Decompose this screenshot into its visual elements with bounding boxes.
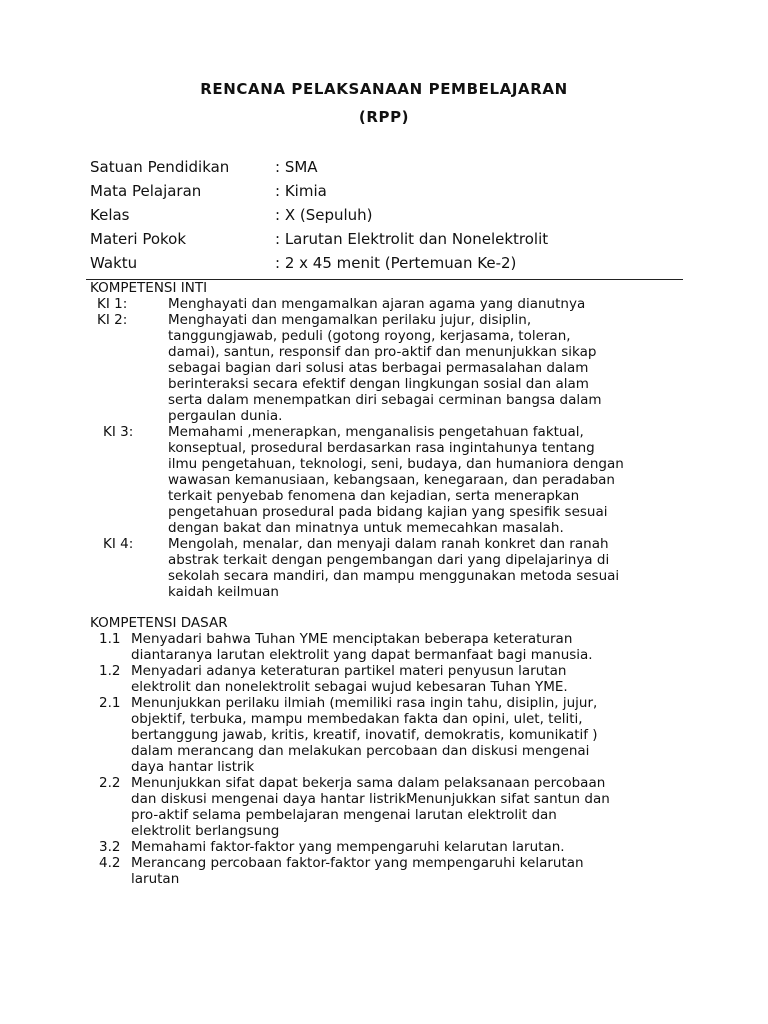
ki-line: terkait penyebab fenomena dan kejadian, serta menerapkan (168, 488, 580, 504)
ki-line: wawasan kemanusiaan, kebangsaan, kenegaraan, dan peradaban (168, 472, 615, 488)
kd-line: larutan (131, 871, 180, 887)
ki-line: konseptual, prosedural berdasarkan rasa ingintahunya tentang (168, 440, 595, 456)
kd-number: 2.2 (99, 775, 121, 791)
ki-line: Mengolah, menalar, dan menyaji dalam ranah konkret dan ranah (168, 536, 609, 552)
ki-line: pergaulan dunia. (168, 408, 283, 424)
info-value: : 2 x 45 menit (Pertemuan Ke-2) (275, 254, 517, 272)
info-value: : SMA (275, 158, 318, 176)
info-row-satuan (90, 157, 690, 181)
kompetensi-inti-section (90, 280, 690, 600)
document-subtitle: (RPP) (358, 108, 410, 126)
document-title: RENCANA PELAKSANAAN PEMBELAJARAN (200, 80, 568, 98)
ki-line: serta dalam menempatkan diri sebagai cerminan bangsa dalam (168, 392, 602, 408)
kd-text (131, 631, 691, 663)
kd-line: Menunjukkan sifat dapat bekerja sama dalam pelaksanaan percobaan (131, 775, 606, 791)
info-row-waktu (90, 253, 690, 277)
kd-item-1-2 (90, 663, 690, 695)
ki-text (168, 296, 688, 312)
ki-line: ilmu pengetahuan, teknologi, seni, budaya, dan humaniora dengan (168, 456, 624, 472)
ki-code: KI 3: (103, 424, 134, 440)
ki-line: pengetahuan prosedural pada bidang kajian yang spesifik sesuai (168, 504, 608, 520)
kd-line: Memahami faktor-faktor yang mempengaruhi kelarutan larutan. (131, 839, 565, 855)
kd-text (131, 839, 691, 855)
ki-line: kaidah keilmuan (168, 584, 279, 600)
ki-line: sebagai bagian dari solusi atas berbagai permasalahan dalam (168, 360, 589, 376)
info-row-materi (90, 229, 690, 253)
kd-line: elektrolit berlangsung (131, 823, 280, 839)
kd-item-2-2 (90, 775, 690, 839)
kd-line: Menunjukkan perilaku ilmiah (memiliki rasa ingin tahu, disiplin, jujur, (131, 695, 598, 711)
kompetensi-inti-heading: KOMPETENSI INTI (90, 280, 208, 296)
kd-number: 4.2 (99, 855, 121, 871)
kd-number: 3.2 (99, 839, 121, 855)
ki-text (168, 424, 688, 536)
kd-text (131, 695, 691, 775)
ki-item-1 (90, 296, 690, 312)
kd-item-4-2 (90, 855, 690, 887)
info-value: : Kimia (275, 182, 327, 200)
kd-line: elektrolit dan nonelektrolit sebagai wujud kebesaran Tuhan YME. (131, 679, 568, 695)
kompetensi-dasar-heading: KOMPETENSI DASAR (90, 615, 228, 631)
kd-number: 1.1 (99, 631, 121, 647)
info-label: Materi Pokok (90, 230, 187, 248)
kd-line: Merancang percobaan faktor-faktor yang mempengaruhi kelarutan (131, 855, 584, 871)
ki-item-3 (90, 424, 690, 536)
ki-line: tanggungjawab, peduli (gotong royong, kerjasama, toleran, (168, 328, 571, 344)
info-row-kelas (90, 205, 690, 229)
kd-item-3-2 (90, 839, 690, 855)
kd-text (131, 663, 691, 695)
kompetensi-dasar-section (90, 615, 690, 887)
ki-line: abstrak terkait dengan pengembangan dari yang dipelajarinya di (168, 552, 610, 568)
ki-text (168, 536, 688, 600)
ki-item-4 (90, 536, 690, 600)
kd-item-2-1 (90, 695, 690, 775)
ki-code: KI 1: (97, 296, 128, 312)
ki-line: sekolah secara mandiri, dan mampu menggunakan metoda sesuai (168, 568, 620, 584)
ki-text (168, 312, 688, 424)
ki-line: Memahami ,menerapkan, menganalisis pengetahuan faktual, (168, 424, 584, 440)
info-label: Satuan Pendidikan (90, 158, 230, 176)
ki-code: KI 2: (97, 312, 128, 328)
kd-line: Menyadari bahwa Tuhan YME menciptakan beberapa keteraturan (131, 631, 573, 647)
kd-item-1-1 (90, 631, 690, 663)
info-value: : Larutan Elektrolit dan Nonelektrolit (275, 230, 549, 248)
ki-line: Menghayati dan mengamalkan perilaku jujur, disiplin, (168, 312, 532, 328)
info-row-mapel (90, 181, 690, 205)
ki-line: dengan bakat dan minatnya untuk memecahkan masalah. (168, 520, 564, 536)
kd-line: dan diskusi mengenai daya hantar listrikMenunjukkan sifat santun dan (131, 791, 610, 807)
kd-number: 1.2 (99, 663, 121, 679)
kd-line: bertanggung jawab, kritis, kreatif, inovatif, demokratis, komunikatif ) (131, 727, 598, 743)
info-label: Waktu (90, 254, 138, 272)
ki-line: Menghayati dan mengamalkan ajaran agama yang dianutnya (168, 296, 586, 312)
kd-line: diantaranya larutan elektrolit yang dapat bermanfaat bagi manusia. (131, 647, 593, 663)
kd-text (131, 775, 691, 839)
kd-line: objektif, terbuka, mampu membedakan fakta dan opini, ulet, teliti, (131, 711, 583, 727)
identity-table (90, 157, 690, 277)
info-label: Mata Pelajaran (90, 182, 202, 200)
kd-line: pro-aktif selama pembelajaran mengenai larutan elektrolit dan (131, 807, 557, 823)
ki-line: berinteraksi secara efektif dengan lingkungan sosial dan alam (168, 376, 589, 392)
kd-line: dalam merancang dan melakukan percobaan dan diskusi mengenai (131, 743, 590, 759)
kd-line: Menyadari adanya keteraturan partikel materi penyusun larutan (131, 663, 567, 679)
ki-item-2 (90, 312, 690, 424)
ki-code: KI 4: (103, 536, 134, 552)
ki-line: damai), santun, responsif dan pro-aktif dan menunjukkan sikap (168, 344, 597, 360)
kd-text (131, 855, 691, 887)
info-label: Kelas (90, 206, 130, 224)
info-value: : X (Sepuluh) (275, 206, 373, 224)
kd-number: 2.1 (99, 695, 121, 711)
kd-line: daya hantar listrik (131, 759, 255, 775)
